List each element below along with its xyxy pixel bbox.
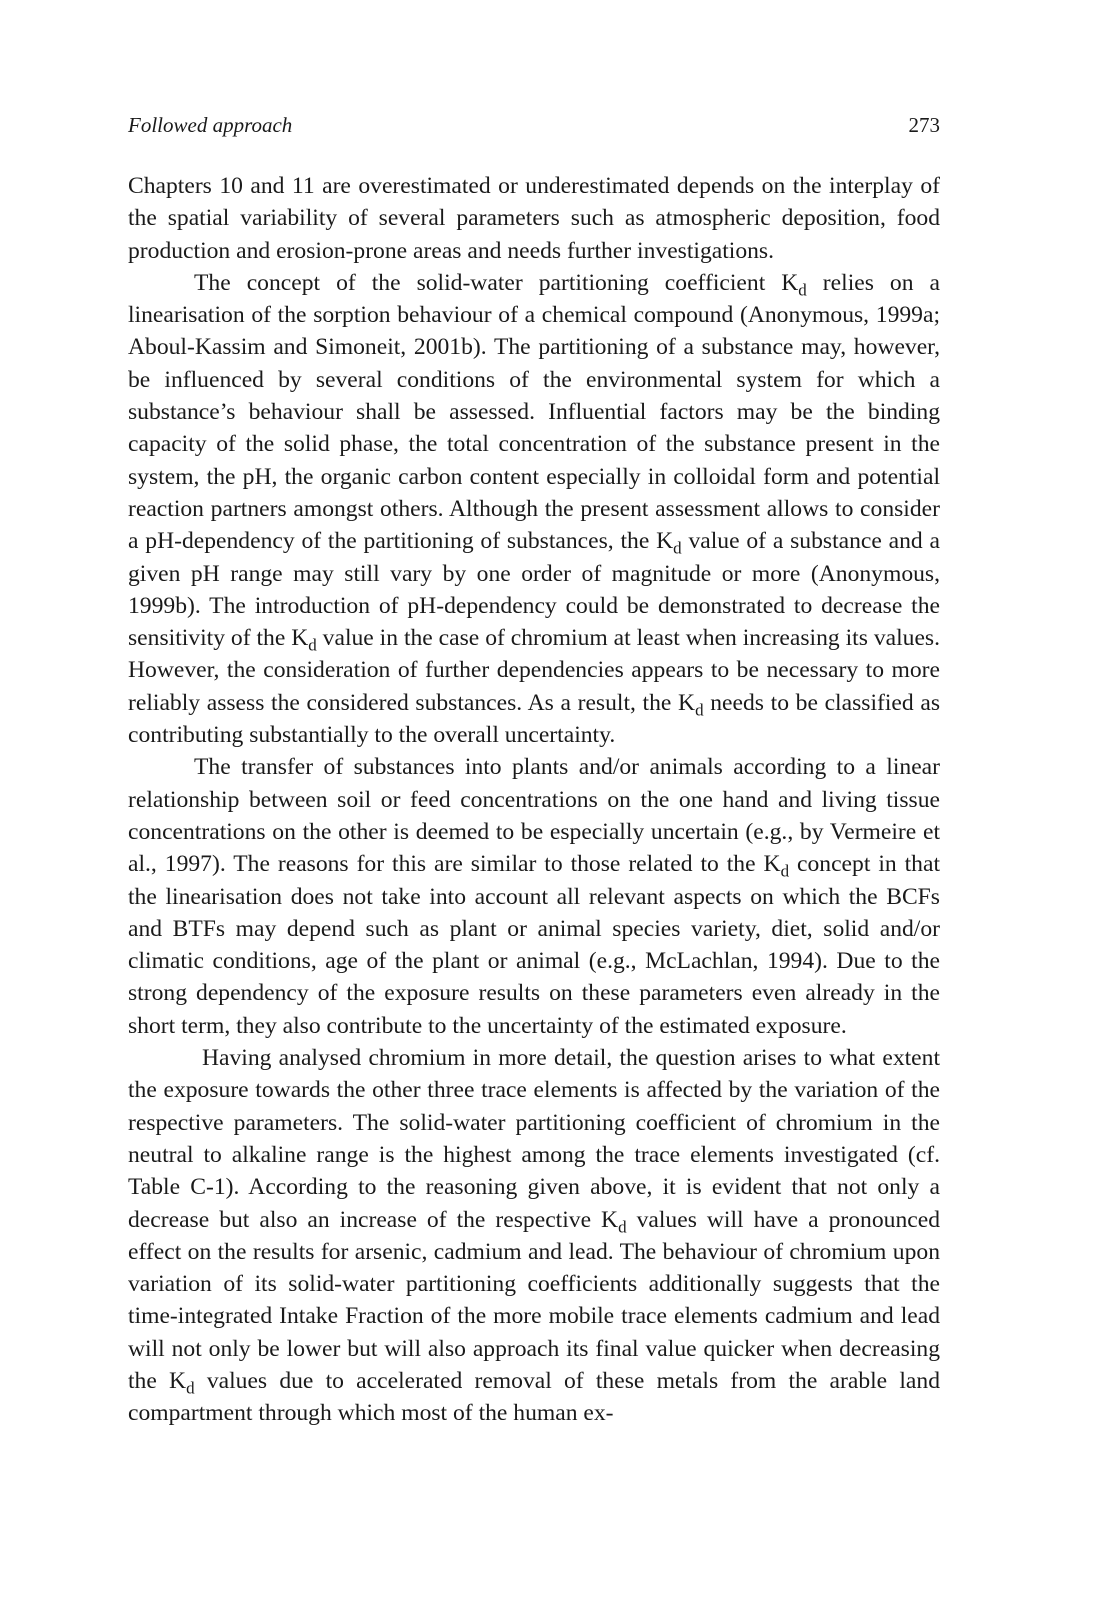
paragraph-continuation: Chapters 10 and 11 are overestimated or underestimated depends on the interplay of the spatial variability of several parameters such as atmospheric deposition, food production and erosion-prone areas and needs further investigations.	[128, 173, 940, 264]
paragraph-transfer: The transfer of substances into plants and/or animals according to a linear relationship between soil or feed concentrations on the one hand and living tissue concentrations on the other is deemed to be especially uncertain (e.g., by Vermeire et al., 1997). The reasons for this are similar to those related to the $K_d$ concept in that the linearisation does not take into account all relevant aspects on which the BCFs and BTFs may depend such as plant or animal species variety, diet, solid and/or climatic conditions, age of the plant or animal (e.g., McLachlan, 1994). Due to the strong dependency of the exposure results on these parameters even already in the short term, they also contribute to the uncertainty of the estimated exposure.	[128, 754, 940, 1039]
subscript-d: d	[780, 861, 790, 881]
paragraph-chromium: Having analysed chromium in more detail, the question arises to what extent the exposure towards the other three trace elements is affected by the variation of the respective parameters. The solid-water partitioning coefficient of chromium in the neutral to alkaline range is the highest among the trace elements investigated (cf. Table C-1). According to the reasoning given above, it is evident that not only a decrease but also an increase of the respective $K_d$ values will have a pronounced effect on the results for arsenic, cadmium and lead. The behaviour of chromium upon variation of its solid-water partitioning coefficients additionally suggests that the time-integrated Intake Fraction of the more mobile trace elements cadmium and lead will not only be lower but will also approach its final value quicker when decreasing the $K_d$ values due to accelerated removal of these metals from the arable land compartment through which most of the human ex-	[128, 1045, 940, 1427]
subscript-d: d	[798, 280, 807, 300]
running-title: Followed approach	[128, 113, 293, 137]
subscript-d: d	[308, 635, 317, 655]
paragraph-kd-concept: The concept of the solid-water partitioning coefficient $K_d$ relies on a linearisation of the sorption behaviour of a chemical compound (Anonymous, 1999a; Aboul-Kassim and Simoneit, 2001b). The partitioning of a substance may, however, be influenced by several conditions of the environmental system for which a substance’s behaviour shall be assessed. Influential factors may be the binding capacity of the solid phase, the total concentration of the substance present in the system, the pH, the organic carbon content especially in colloidal form and potential reaction partners amongst others. Although the present assessment allows to consider a pH-dependency of the partitioning of substances, the $K_d$ value of a substance and a given pH range may still vary by one order of magnitude or more (Anonymous, 1999b). The introduction of pH-dependency could be demonstrated to decrease the sensitivity of the $K_d$ value in the case of chromium at least when increasing its values. However, the consideration of further dependencies appears to be necessary to more reliably assess the considered substances. As a result, the $K_d$ needs to be classified as contributing substantially to the overall uncertainty.	[128, 269, 940, 749]
page-header	[128, 110, 940, 140]
subscript-d: d	[618, 1216, 627, 1236]
subscript-d: d	[695, 700, 704, 720]
subscript-d: d	[186, 1378, 195, 1398]
body-text	[128, 170, 940, 1430]
subscript-d: d	[673, 538, 682, 558]
page-number: 273	[908, 113, 940, 137]
